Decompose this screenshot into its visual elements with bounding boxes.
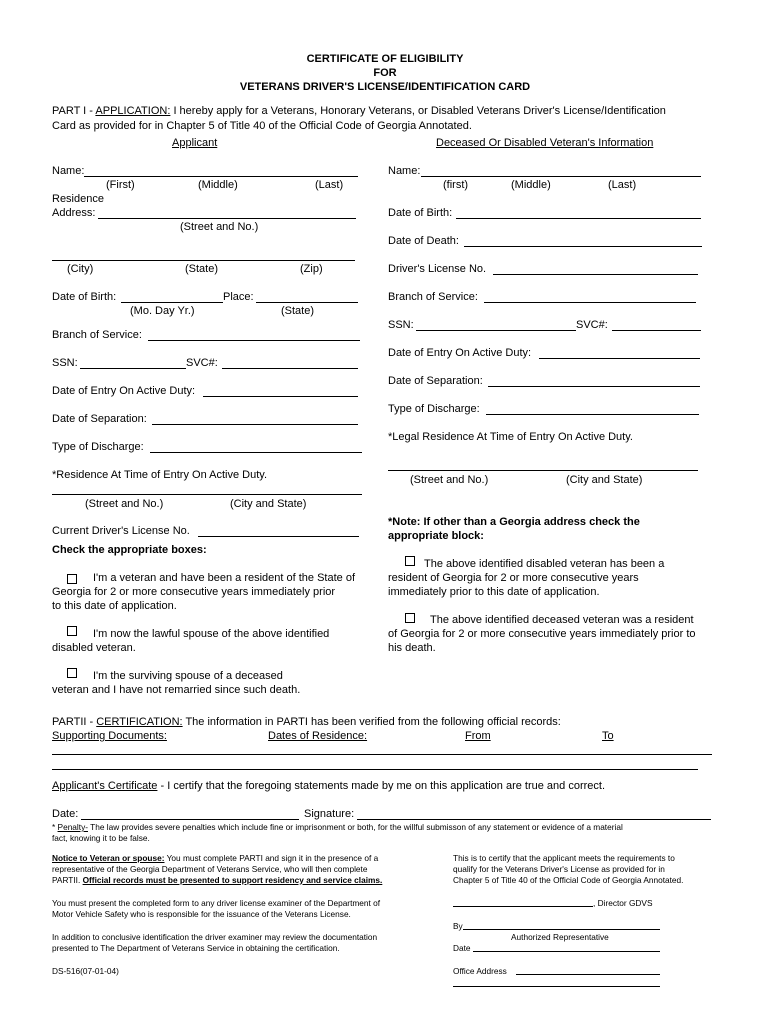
records-line-2[interactable]	[52, 769, 698, 770]
certify-line2: qualify for the Veterans Driver's License as provided for in	[453, 864, 665, 874]
state-hint: (State)	[185, 263, 219, 275]
part2-intro	[52, 716, 561, 728]
cb1-text2: Georgia for 2 or more consecutive years immediately prior	[52, 586, 336, 598]
left-name-label: Name:	[52, 165, 85, 177]
by-field[interactable]	[463, 929, 660, 930]
right-last-hint: (Last)	[608, 179, 637, 191]
right-discharge-field[interactable]	[486, 414, 699, 415]
legal-city-hint: (City and State)	[566, 474, 643, 486]
right-ssn-field[interactable]	[416, 330, 576, 331]
penalty-text2: fact, knowing it to be false.	[52, 833, 150, 843]
right-dl-field[interactable]	[493, 274, 698, 275]
right-dob-field[interactable]	[456, 218, 701, 219]
part1-text1: I hereby apply for a Veterans, Honorary Veterans, or Disabled Veterans Driver's License/Identification	[170, 105, 666, 117]
penalty-star: *	[52, 822, 58, 832]
right-name-label: Name:	[388, 165, 421, 177]
check-boxes-heading: Check the appropriate boxes:	[52, 544, 207, 556]
left-branch-field[interactable]	[148, 340, 360, 341]
certify-line3: Chapter 5 of Title 40 of the Official Code of Georgia Annotated.	[453, 875, 684, 885]
rcb2-text1: The above identified deceased veteran was a resident	[430, 614, 694, 626]
left-entry-field[interactable]	[203, 396, 358, 397]
disabled-veteran-checkbox[interactable]	[405, 556, 415, 566]
right-dod-field[interactable]	[464, 246, 702, 247]
cb1-text1: I'm a veteran and have been a resident of the State of	[93, 572, 355, 584]
right-discharge-label: Type of Discharge:	[388, 403, 480, 415]
notice-text3a: PARTII.	[52, 875, 83, 885]
zip-hint: (Zip)	[300, 263, 323, 275]
part1-label: APPLICATION:	[95, 105, 171, 117]
right-entry-field[interactable]	[539, 358, 700, 359]
residence-street-hint: (Street and No.)	[85, 498, 164, 510]
cb3-text1: I'm the surviving spouse of a deceased	[93, 670, 283, 682]
right-svc-field[interactable]	[612, 330, 701, 331]
right-first-hint: (first)	[443, 179, 469, 191]
director-label: , Director GDVS	[593, 898, 653, 908]
cb1-text3: to this date of application.	[52, 600, 177, 612]
left-last-hint: (Last)	[315, 179, 344, 191]
mdy-hint: (Mo. Day Yr.)	[130, 305, 195, 317]
note-text2: appropriate block:	[388, 530, 484, 542]
address-field[interactable]	[98, 218, 356, 219]
applicant-cert-label: Applicant's Certificate	[52, 780, 158, 792]
form-title-for: FOR	[373, 67, 397, 79]
legal-residence-field[interactable]	[388, 470, 698, 471]
right-entry-label: Date of Entry On Active Duty:	[388, 347, 532, 359]
notice-text3b: Official records must be presented to support residency and service claims.	[82, 875, 383, 885]
left-discharge-label: Type of Discharge:	[52, 441, 144, 453]
city-hint: (City)	[67, 263, 94, 275]
part1-intro	[52, 105, 666, 117]
office-address-field-2[interactable]	[453, 986, 660, 987]
deceased-veteran-checkbox[interactable]	[405, 613, 415, 623]
rcb2-text2: of Georgia for 2 or more consecutive years immediately prior to	[388, 628, 696, 640]
certify-date-label: Date	[453, 943, 471, 953]
office-address-label: Office Address	[453, 966, 507, 976]
right-ssn-label: SSN:	[388, 319, 414, 331]
left-dob-field[interactable]	[121, 302, 223, 303]
form-subtitle: VETERANS DRIVER'S LICENSE/IDENTIFICATION CARD	[239, 81, 531, 93]
note-text1: *Note: If other than a Georgia address check the	[388, 516, 640, 528]
to-label: To	[602, 730, 614, 742]
right-svc-label: SVC#:	[576, 319, 608, 331]
deceased-heading: Deceased Or Disabled Veteran's Information	[436, 137, 654, 149]
rcb2-text3: his death.	[388, 642, 436, 654]
authorized-rep-hint: Authorized Representative	[511, 932, 609, 942]
left-svc-field[interactable]	[222, 368, 358, 369]
part2-prefix: PARTII -	[52, 716, 97, 728]
notice-line2: representative of the Georgia Department of Veterans Service, who will then complete	[52, 864, 368, 874]
penalty-label: Penalty-	[57, 822, 88, 832]
address-label: Address:	[52, 207, 96, 219]
current-dl-label: Current Driver's License No.	[52, 525, 190, 537]
supporting-docs-label: Supporting Documents:	[52, 730, 167, 742]
applicant-heading: Applicant	[172, 137, 218, 149]
from-label: From	[465, 730, 491, 742]
surviving-spouse-checkbox[interactable]	[67, 668, 77, 678]
cb2-text2: disabled veteran.	[52, 642, 136, 654]
place-label: Place:	[223, 291, 254, 303]
dates-residence-label: Dates of Residence:	[268, 730, 368, 742]
left-ssn-field[interactable]	[80, 368, 186, 369]
current-dl-field[interactable]	[198, 536, 359, 537]
left-dob-label: Date of Birth:	[52, 291, 117, 303]
addition-line2: presented to The Department of Veterans Service in obtaining the certification.	[52, 943, 340, 953]
rcb1-text1: The above identified disabled veteran has been a	[424, 558, 665, 570]
lawful-spouse-checkbox[interactable]	[67, 626, 77, 636]
legal-residence-label: *Legal Residence At Time of Entry On Active Duty.	[388, 431, 633, 443]
left-ssn-label: SSN:	[52, 357, 78, 369]
penalty-text1: The law provides severe penalties which include fine or imprisonment or both, for the willful submisson of any statement or evidence of a material	[87, 822, 623, 832]
rcb1-text2: resident of Georgia for 2 or more consecutive years	[388, 572, 639, 584]
left-discharge-field[interactable]	[150, 452, 362, 453]
certify-date-field[interactable]	[473, 951, 660, 952]
left-separation-label: Date of Separation:	[52, 413, 147, 425]
notice-line1	[52, 853, 378, 863]
place-state-hint: (State)	[281, 305, 315, 317]
left-svc-label: SVC#:	[186, 357, 218, 369]
by-label: By	[453, 921, 463, 931]
notice-line3	[52, 875, 382, 885]
part1-text2: Card as provided for in Chapter 5 of Title 40 of the Official Code of Georgia Annotated.	[52, 120, 472, 132]
cb2-text1: I'm now the lawful spouse of the above identified	[93, 628, 330, 640]
street-hint: (Street and No.)	[180, 221, 259, 233]
right-middle-hint: (Middle)	[511, 179, 551, 191]
signature-field[interactable]	[357, 819, 711, 820]
right-separation-field[interactable]	[488, 386, 700, 387]
part2-label: CERTIFICATION:	[96, 716, 183, 728]
notice-text1: You must complete PARTI and sign it in the presence of a	[164, 853, 379, 863]
director-field[interactable]	[453, 906, 593, 907]
left-entry-label: Date of Entry On Active Duty:	[52, 385, 196, 397]
addition-line1: In addition to conclusive identification the driver examiner may review the documentation	[52, 932, 378, 942]
certify-line1: This is to certify that the applicant meets the requirements to	[453, 853, 675, 863]
date-label: Date:	[52, 808, 79, 820]
left-middle-hint: (Middle)	[198, 179, 238, 191]
residence-label: Residence	[52, 193, 104, 205]
part1-prefix: PART I -	[52, 105, 96, 117]
records-line-1[interactable]	[52, 754, 712, 755]
present-line1: You must present the completed form to any driver license examiner of the Department of	[52, 898, 381, 908]
place-field[interactable]	[256, 302, 358, 303]
residence-entry-label: *Residence At Time of Entry On Active Duty.	[52, 469, 267, 481]
applicant-cert	[52, 780, 605, 792]
penalty-note	[52, 822, 623, 832]
city-state-zip-field[interactable]	[52, 260, 355, 261]
date-field[interactable]	[81, 819, 299, 820]
residence-entry-field[interactable]	[52, 494, 362, 495]
right-dl-label: Driver's License No.	[388, 263, 487, 275]
residence-city-hint: (City and State)	[230, 498, 307, 510]
veteran-resident-checkbox[interactable]	[67, 574, 77, 584]
notice-label: Notice to Veteran or spouse:	[52, 853, 165, 863]
right-dod-label: Date of Death:	[388, 235, 459, 247]
form-number: DS-516(07-01-04)	[52, 966, 119, 976]
signature-label: Signature:	[304, 808, 355, 820]
left-first-hint: (First)	[106, 179, 135, 191]
applicant-cert-text: - I certify that the foregoing statements made by me on this application are true and correct.	[157, 780, 605, 792]
part2-text: The information in PARTI has been verified from the following official records:	[182, 716, 561, 728]
left-branch-label: Branch of Service:	[52, 329, 142, 341]
right-dob-label: Date of Birth:	[388, 207, 453, 219]
left-name-field[interactable]	[84, 176, 358, 177]
office-address-field[interactable]	[516, 974, 660, 975]
right-branch-label: Branch of Service:	[388, 291, 478, 303]
rcb1-text3: immediately prior to this date of application.	[388, 586, 600, 598]
cb3-text2: veteran and I have not remarried since such death.	[52, 684, 301, 696]
present-line2: Motor Vehicle Safety who is responsible for the issuance of the Veterans License.	[52, 909, 351, 919]
right-separation-label: Date of Separation:	[388, 375, 483, 387]
right-name-field[interactable]	[421, 176, 701, 177]
right-branch-field[interactable]	[484, 302, 696, 303]
legal-street-hint: (Street and No.)	[410, 474, 489, 486]
left-separation-field[interactable]	[152, 424, 358, 425]
form-title: CERTIFICATE OF ELIGIBILITY	[306, 53, 464, 65]
